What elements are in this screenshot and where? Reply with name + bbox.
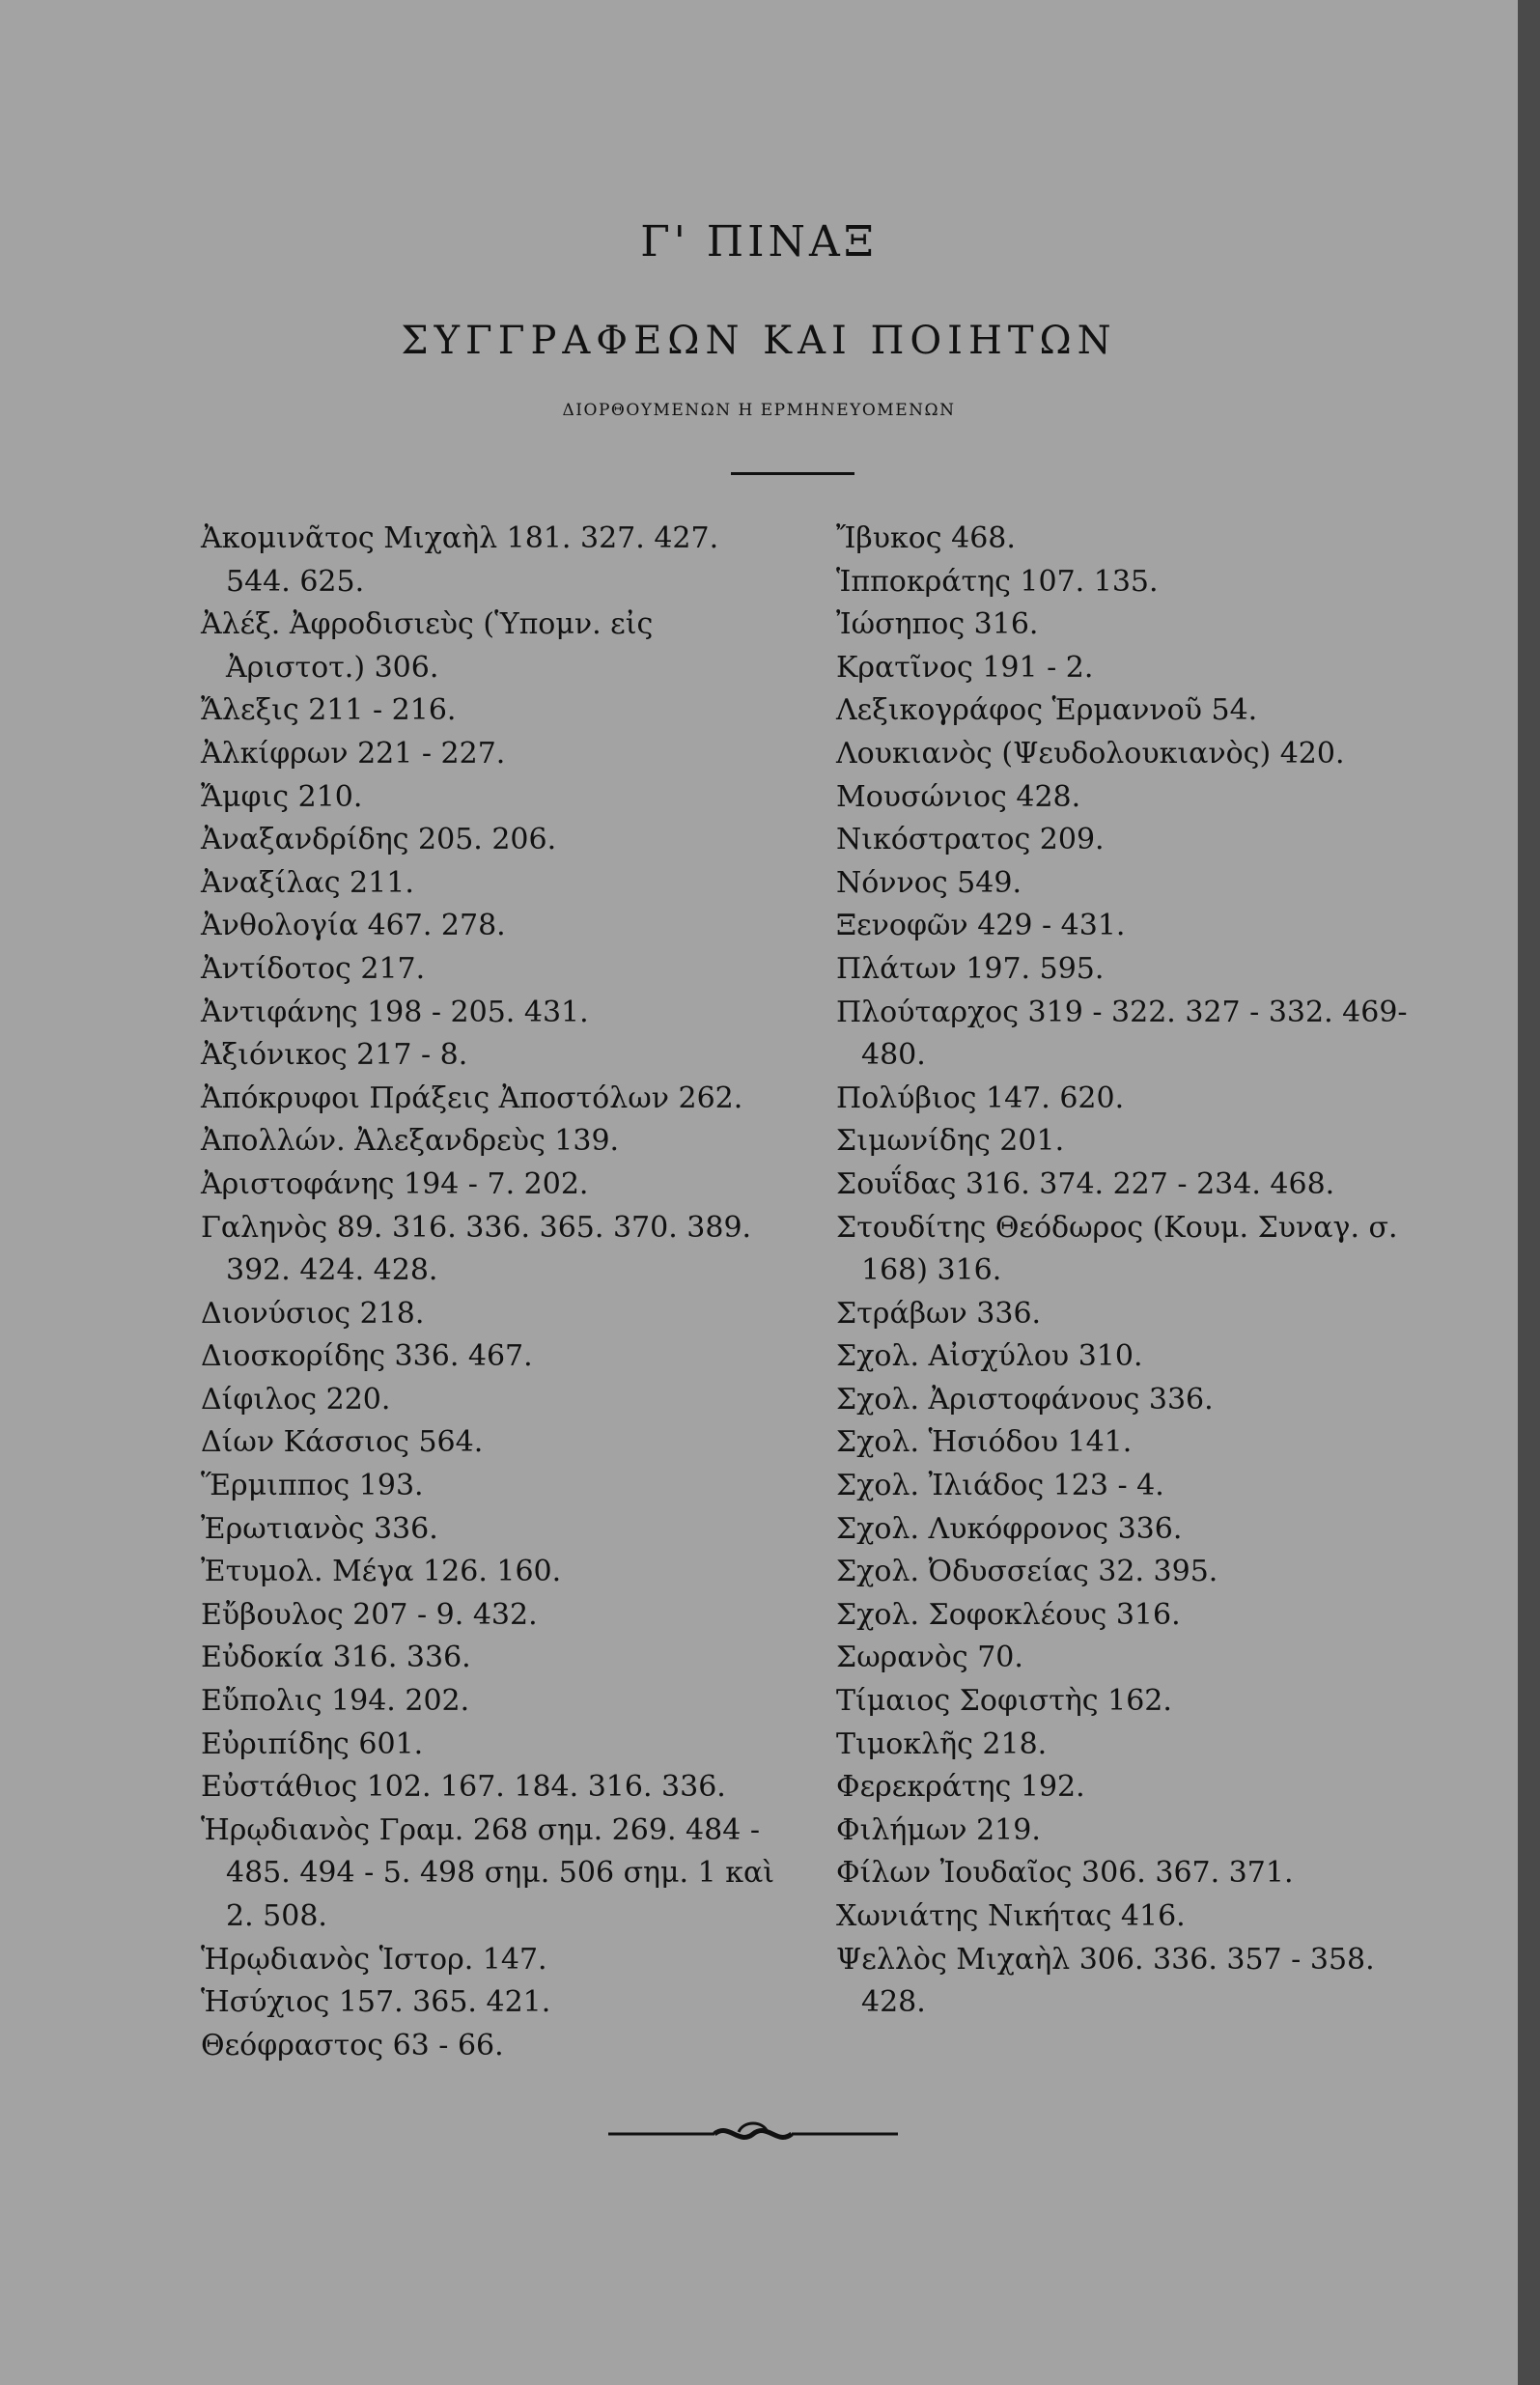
index-entry: Ψελλὸς Μιχαὴλ 306. 336. 357 - 358. 428. [836,1942,1385,2020]
index-entry: Στράβων 336. [836,1296,1042,1331]
index-entry: Σχολ. Λυκόφρονος 336. [836,1511,1183,1546]
index-entry: Σχολ. Ὀδυσσείας 32. 395. [836,1555,1218,1589]
index-entry: Τιμοκλῆς 218. [836,1726,1048,1761]
index-entry: Ἀντίδοτος 217. [201,951,426,986]
index-entry: Ἡρῳδιανὸς Γραμ. 268 σημ. 269. 484 - 485. 494 - 5. 498 σημ. 506 σημ. 1 καὶ 2. 508. [201,1812,784,1933]
index-entry: Δίων Κάσσιος 564. [201,1425,484,1460]
index-entry: Κρατῖνος 191 - 2. [836,650,1094,685]
index-entry: Ἀριστοφάνης 194 - 7. 202. [201,1166,589,1201]
index-entry: Ἀκομινᾶτος Μιχαὴλ 181. 327. 427. 544. 625. [201,521,728,599]
index-entry: Ἀλέξ. Ἀφροδισιεὺς (Ὑπομν. εἰς Ἀριστοτ.) 306. [201,607,662,685]
index-entry: Χωνιάτης Νικήτας 416. [836,1899,1186,1933]
index-entry: Ἀντιφάνης 198 - 205. 431. [201,995,589,1029]
index-entry: Θεόφραστος 63 - 66. [201,2028,504,2062]
page-subtitle: ΣΥΓΓΡΑΦΕΩΝ ΚΑΙ ΠΟΙΗΤΩΝ [401,319,1117,363]
index-entry: Ἴβυκος 468. [836,521,1016,555]
index-entry: Ἄλεξις 211 - 216. [201,693,457,728]
index-entry: Εὐδοκία 316. 336. [201,1641,471,1675]
index-entry: Εὔπολις 194. 202. [201,1684,470,1719]
index-entry: Νικόστρατος 209. [836,823,1105,857]
index-entry: Ἡσύχιος 157. 365. 421. [201,1985,551,2020]
index-entry: Τίμαιος Σοφιστὴς 162. [836,1684,1172,1719]
page-title: Γ' ΠΙΝΑΞ [640,217,878,267]
index-entry: Ἱπποκράτης 107. 135. [836,564,1159,599]
index-entry: Ἀναξίλας 211. [201,865,414,900]
index-entry: Εὔβουλος 207 - 9. 432. [201,1597,538,1632]
index-entry: Στουδίτης Θεόδωρος (Κουμ. Συναγ. σ. 168) 316. [836,1210,1408,1288]
index-entry: Ἰώσηπος 316. [836,607,1039,642]
index-entry: Σχολ. Σοφοκλέους 316. [836,1597,1181,1632]
index-entry: Ἀνθολογία 467. 278. [201,909,506,943]
index-entry: Λουκιανὸς (Ψευδολουκιανὸς) 420. [836,736,1345,771]
index-entry: Διοσκορίδης 336. 467. [201,1339,533,1374]
index-entry: Ἄμφις 210. [201,779,363,814]
index-entry: Ἐτυμολ. Μέγα 126. 160. [201,1555,562,1589]
index-entry: Ἡρῳδιανὸς Ἱστορ. 147. [201,1942,547,1977]
index-entry: Φερεκράτης 192. [836,1770,1085,1805]
index-entry: Δίφιλος 220. [201,1382,391,1417]
index-entry: Ἐρωτιανὸς 336. [201,1511,438,1546]
left-column [201,518,784,2067]
index-entry: Φίλων Ἰουδαῖος 306. 367. 371. [836,1856,1294,1891]
index-entry: Σχολ. Αἰσχύλου 310. [836,1339,1143,1374]
page-edge [1518,0,1540,2385]
index-entry: Σουΐδας 316. 374. 227 - 234. 468. [836,1166,1335,1201]
index-entry: Σωρανὸς 70. [836,1641,1023,1675]
index-entry: Γαληνὸς 89. 316. 336. 365. 370. 389. 392. 424. 428. [201,1210,761,1288]
index-entry: Ἕρμιππος 193. [201,1469,424,1503]
index-entry: Εὐριπίδης 601. [201,1726,424,1761]
index-entry: Ξενοφῶν 429 - 431. [836,909,1126,943]
index-entry: Σχολ. Ἰλιάδος 123 - 4. [836,1469,1164,1503]
index-entry: Σχολ. Ἡσιόδου 141. [836,1425,1133,1460]
index-entry: Πλάτων 197. 595. [836,951,1105,986]
index-entry: Μουσώνιος 428. [836,779,1081,814]
right-column [836,518,1415,2025]
page-small-caption: ΔΙΟΡΘΟΥΜΕΝΩΝ Η ΕΡΜΗΝΕΥΟΜΕΝΩΝ [562,401,956,420]
index-entry: Ἀξιόνικος 217 - 8. [201,1038,468,1073]
index-entry: Λεξικογράφος Ἑρμαννοῦ 54. [836,693,1258,728]
header-rule [731,472,854,475]
index-entry: Ἀλκίφρων 221 - 227. [201,736,506,771]
ornament-divider [599,2113,908,2151]
index-entry: Φιλήμων 219. [836,1812,1041,1847]
index-entry: Ἀπολλών. Ἀλεξανδρεὺς 139. [201,1124,620,1159]
index-entry: Σιμωνίδης 201. [836,1124,1065,1159]
index-entry: Ἀναξανδρίδης 205. 206. [201,823,557,857]
index-entry: Σχολ. Ἀριστοφάνους 336. [836,1382,1214,1417]
index-entry: Εὐστάθιος 102. 167. 184. 316. 336. [201,1770,726,1805]
index-entry: Πλούταρχος 319 - 322. 327 - 332. 469-480. [836,995,1408,1073]
index-entry: Νόννος 549. [836,865,1022,900]
index-entry: Διονύσιος 218. [201,1296,425,1331]
index-entry: Ἀπόκρυφοι Πράξεις Ἀποστόλων 262. [201,1080,743,1115]
index-entry: Πολύβιος 147. 620. [836,1080,1125,1115]
